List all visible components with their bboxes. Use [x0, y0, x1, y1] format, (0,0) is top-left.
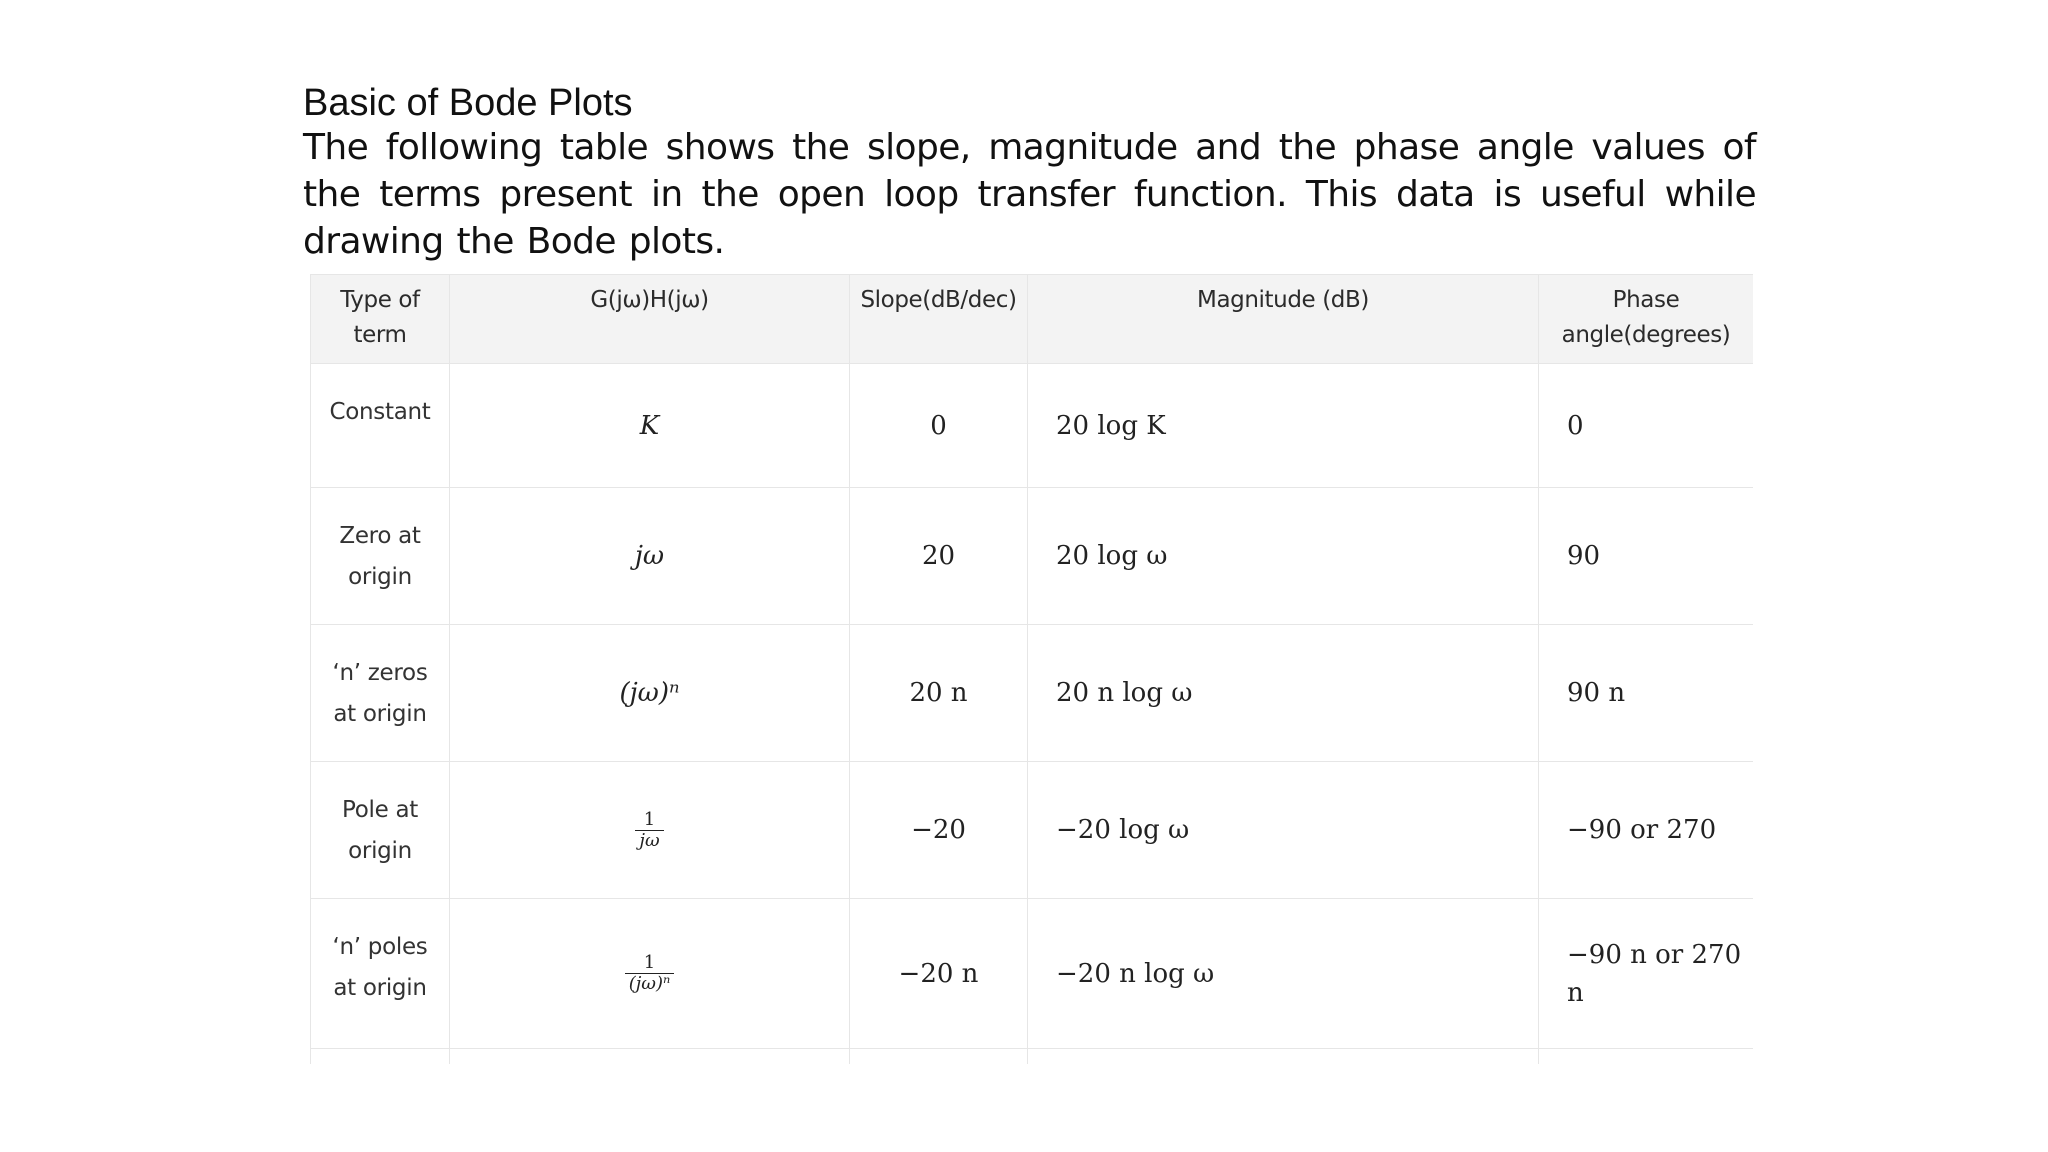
cell-magnitude [1028, 762, 1539, 899]
cell-magnitude [1028, 899, 1539, 1049]
term-line1: ‘n’ poles [332, 934, 428, 960]
cell-term [311, 364, 450, 488]
header-type-line1: Type of [340, 287, 420, 313]
fraction-numerator: 1 [643, 808, 656, 830]
table-row [311, 762, 1754, 899]
magnitude-value: 20 log K [1056, 410, 1166, 441]
magnitude-value: 20 log ω [1056, 541, 1168, 571]
table-header-row [311, 275, 1754, 364]
header-phase-line2: angle(degrees) [1561, 322, 1731, 348]
cell-empty [850, 1049, 1028, 1065]
cell-slope [850, 762, 1028, 899]
cell-term [311, 625, 450, 762]
cell-empty [1028, 1049, 1539, 1065]
header-phase-line1: Phase [1612, 287, 1680, 313]
table-row-cutoff [311, 1049, 1754, 1065]
cell-empty [311, 1049, 450, 1065]
phase-value: 90 [1567, 541, 1601, 571]
cell-slope [850, 488, 1028, 625]
table-row [311, 899, 1754, 1049]
phase-line2: n [1567, 977, 1584, 1008]
phase-line1: −90 n or 270 [1567, 939, 1742, 970]
fraction-denominator: jω [639, 829, 660, 851]
bode-table-container [310, 274, 1753, 1064]
header-magnitude: Magnitude (dB) [1028, 275, 1539, 364]
term-line2: at origin [333, 975, 427, 1001]
cell-phase [1539, 899, 1754, 1049]
term-line1: Zero at [339, 523, 421, 549]
cell-transfer [450, 364, 850, 488]
slope-value: −20 [911, 815, 966, 845]
cell-slope [850, 899, 1028, 1049]
cell-magnitude [1028, 625, 1539, 762]
cell-magnitude [1028, 488, 1539, 625]
cell-empty [450, 1049, 850, 1065]
header-transfer-function: G(jω)H(jω) [450, 275, 850, 364]
cell-term [311, 899, 450, 1049]
transfer-value: jω [634, 541, 665, 571]
header-phase-angle [1539, 275, 1754, 364]
table-row [311, 364, 1754, 488]
cell-transfer [450, 762, 850, 899]
cell-empty [1539, 1049, 1754, 1065]
cell-magnitude [1028, 364, 1539, 488]
phase-value: 0 [1567, 410, 1584, 441]
magnitude-value: −20 log ω [1056, 815, 1190, 845]
transfer-fraction [635, 810, 663, 851]
term-line2: at origin [333, 701, 427, 727]
bode-terms-table [310, 274, 1753, 1064]
transfer-value: K [639, 410, 660, 441]
cell-transfer [450, 899, 850, 1049]
transfer-value: (jω)ⁿ [619, 678, 680, 708]
cell-term [311, 488, 450, 625]
term-line1: Constant [329, 399, 431, 425]
term-line1: ‘n’ zeros [332, 660, 428, 686]
slope-value: 20 [921, 541, 956, 571]
cell-phase [1539, 488, 1754, 625]
intro-paragraph: The following table shows the slope, magnitude and the phase angle values of the terms present in the open loop transfer function. This data is useful while drawing the Bode plots. [303, 127, 1756, 262]
header-type-line2: term [353, 322, 407, 348]
term-line1: Pole at [342, 797, 418, 823]
cell-slope [850, 625, 1028, 762]
magnitude-value: 20 n log ω [1056, 678, 1193, 708]
slope-value: 20 n [909, 678, 968, 708]
slope-value: −20 n [898, 958, 979, 989]
cell-transfer [450, 488, 850, 625]
fraction-numerator: 1 [643, 952, 656, 973]
phase-value: −90 or 270 [1567, 815, 1717, 845]
cell-phase [1539, 364, 1754, 488]
cell-slope [850, 364, 1028, 488]
phase-value: 90 n [1567, 678, 1626, 708]
term-line2: origin [348, 838, 412, 864]
cell-phase [1539, 762, 1754, 899]
header-slope: Slope(dB/dec) [850, 275, 1028, 364]
transfer-fraction [625, 953, 675, 994]
cell-phase [1539, 625, 1754, 762]
table-row [311, 488, 1754, 625]
magnitude-value: −20 n log ω [1056, 958, 1215, 989]
cell-transfer [450, 625, 850, 762]
header-type-of-term [311, 275, 450, 364]
page-title: Basic of Bode Plots [303, 82, 633, 124]
cell-term [311, 762, 450, 899]
table-row [311, 625, 1754, 762]
term-line2: origin [348, 564, 412, 590]
fraction-denominator: (jω)ⁿ [628, 973, 671, 994]
slope-value: 0 [930, 410, 947, 441]
